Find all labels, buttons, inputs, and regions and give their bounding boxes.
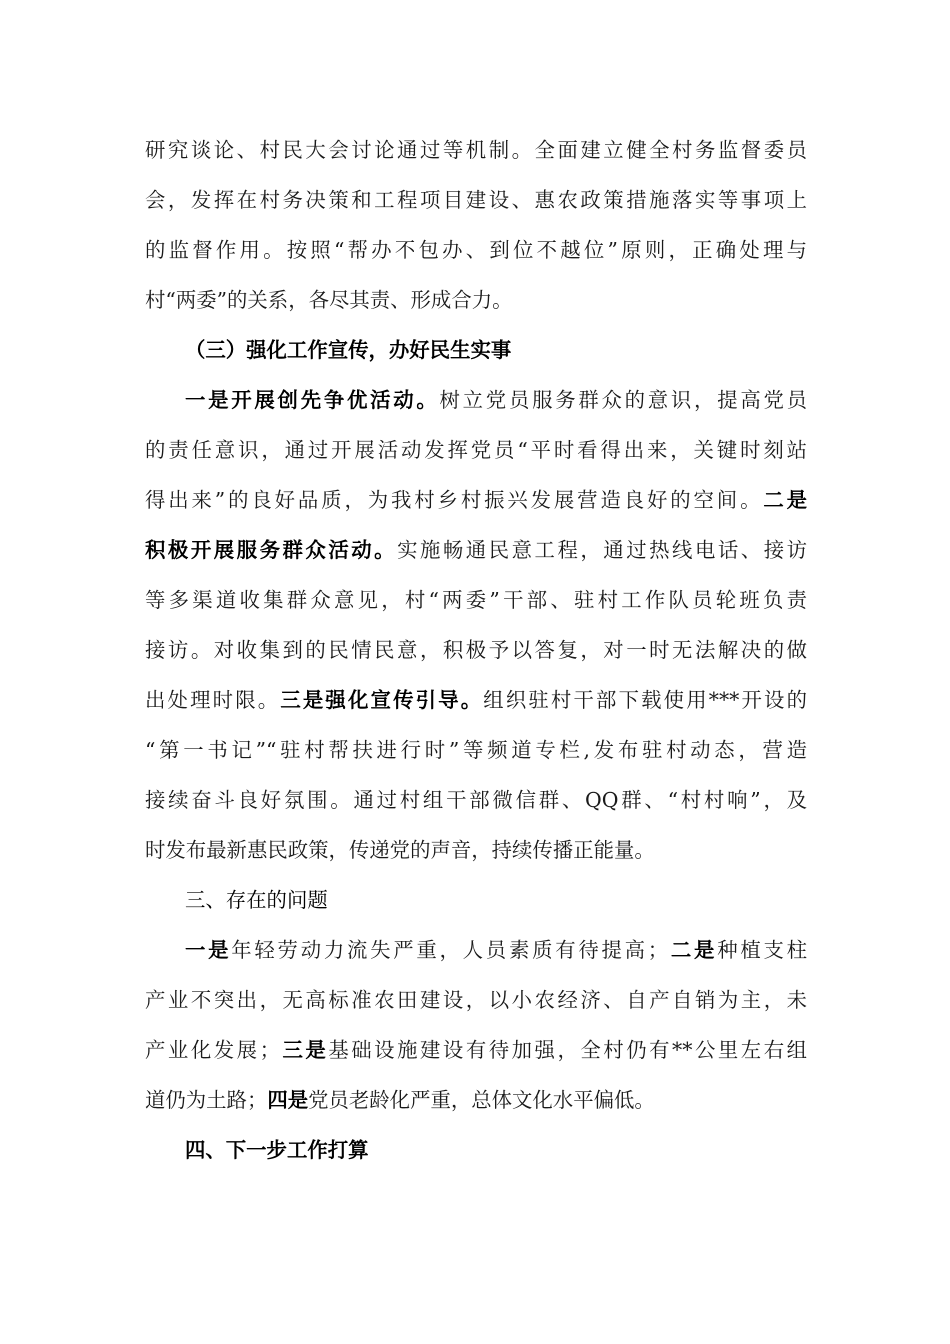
paragraph-text: 年轻劳动力流失严重，人员素质有待提高； bbox=[231, 938, 669, 962]
paragraph-line: 接续奋斗良好氛围。通过村组干部微信群、QQ群、“村村响”，及 bbox=[145, 788, 807, 812]
section-sub-heading: （三）强化工作宣传，办好民生实事 bbox=[185, 338, 512, 362]
paragraph-text: 实施畅通民意工程，通过热线电话、接访 bbox=[397, 538, 807, 562]
bold-lead: 一是 bbox=[185, 938, 232, 962]
paragraph-text: 道仍为土路； bbox=[145, 1088, 268, 1112]
paragraph-line: “第一书记”“驻村帮扶进行时”等频道专栏,发布驻村动态，营造 bbox=[145, 738, 807, 762]
paragraph-text: 组织驻村干部下载使用***开设的 bbox=[483, 688, 808, 712]
bold-lead: 三是 bbox=[279, 1038, 329, 1062]
paragraph-text: 树立党员服务群众的意识，提高党员 bbox=[439, 388, 808, 412]
section-heading: 四、下一步工作打算 bbox=[185, 1138, 369, 1162]
paragraph-line: 的责任意识，通过开展活动发挥党员“平时看得出来，关键时刻站 bbox=[145, 438, 807, 462]
paragraph-line: 会，发挥在村务决策和工程项目建设、惠农政策措施落实等事项上 bbox=[145, 188, 807, 212]
paragraph-text: 得出来”的良好品质，为我村乡村振兴发展营造良好的空间。 bbox=[145, 488, 764, 512]
paragraph-line bbox=[185, 933, 807, 967]
paragraph-line: 的监督作用。按照“帮办不包办、到位不越位”原则，正确处理与 bbox=[145, 238, 807, 262]
paragraph-line: 等多渠道收集群众意见，村“两委”干部、驻村工作队员轮班负责 bbox=[145, 588, 807, 612]
bold-lead: 二是 bbox=[763, 488, 808, 512]
bold-lead: 一是开展创先争优活动。 bbox=[185, 388, 440, 412]
paragraph-line: 研究谈论、村民大会讨论通过等机制。全面建立健全村务监督委员 bbox=[145, 138, 807, 162]
bold-lead: 积极开展服务群众活动。 bbox=[145, 538, 398, 562]
paragraph-line: 产业不突出，无高标准农田建设，以小农经济、自产自销为主，未 bbox=[145, 988, 807, 1012]
paragraph-line: 时发布最新惠民政策，传递党的声音，持续传播正能量。 bbox=[145, 838, 655, 862]
bold-lead: 四是 bbox=[267, 1088, 309, 1112]
paragraph-line bbox=[145, 683, 807, 717]
bold-lead: 三是强化宣传引导。 bbox=[280, 688, 484, 712]
paragraph-line: 村“两委”的关系，各尽其责、形成合力。 bbox=[145, 288, 513, 312]
paragraph-line: 接访。对收集到的民情民意，积极予以答复，对一时无法解决的做 bbox=[145, 638, 807, 662]
paragraph-text: 种植支柱 bbox=[717, 938, 808, 962]
paragraph-text: 基础设施建设有待加强，全村仍有**公里左右组 bbox=[328, 1038, 808, 1062]
paragraph-line bbox=[145, 533, 807, 567]
paragraph-text: 出处理时限。 bbox=[145, 688, 281, 712]
paragraph-text: 产业化发展； bbox=[145, 1038, 280, 1062]
paragraph-line bbox=[145, 1083, 807, 1117]
section-heading: 三、存在的问题 bbox=[185, 888, 328, 912]
bold-lead: 二是 bbox=[668, 938, 718, 962]
paragraph-line bbox=[145, 1033, 807, 1067]
paragraph-line bbox=[185, 383, 807, 417]
paragraph-line bbox=[145, 483, 807, 517]
paragraph-text: 党员老龄化严重，总体文化水平偏低。 bbox=[308, 1088, 655, 1112]
